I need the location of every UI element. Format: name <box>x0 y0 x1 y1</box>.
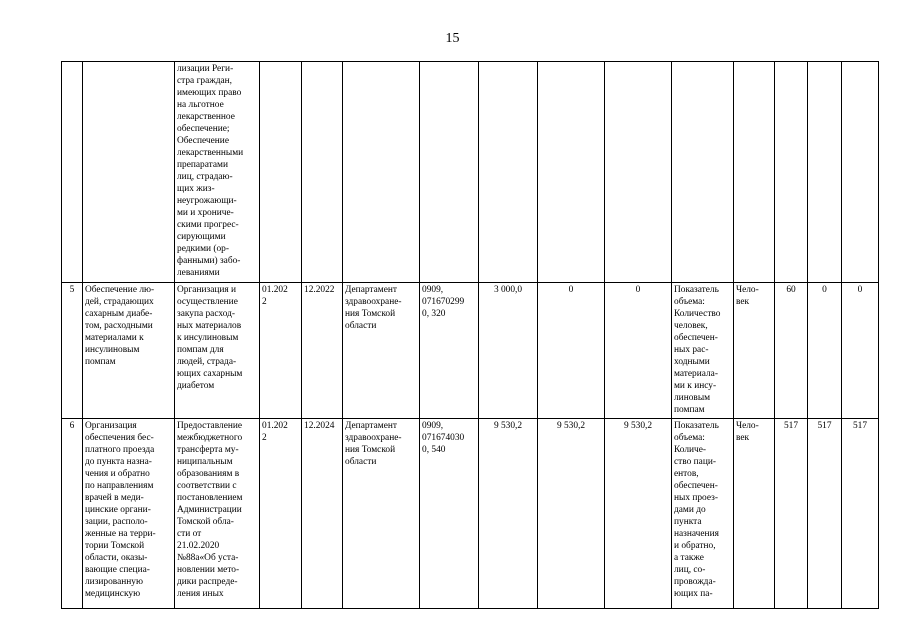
cell-line: и обратно, <box>674 541 716 551</box>
cell-line: образованиям в <box>177 469 240 479</box>
cell-line: Показатель <box>674 285 719 295</box>
cell-executor <box>343 62 420 283</box>
cell-line: 9 530,2 <box>556 421 586 431</box>
cell-line: Чело- <box>736 285 759 295</box>
cell-line: лекарственное <box>177 112 235 122</box>
cell-line: 0909, <box>422 285 444 295</box>
cell-line: женные на терри- <box>85 529 156 539</box>
cell-line: соответствии с <box>177 481 237 491</box>
cell-line: том, расходными <box>85 321 153 331</box>
cell-event-name <box>83 283 175 419</box>
cell-line: диабетом <box>177 381 215 391</box>
cell-line: людей, страда- <box>177 357 237 367</box>
cell-line: Показатель <box>674 421 719 431</box>
cell-line: Департамент <box>345 285 397 295</box>
cell-line: 0 <box>822 285 827 295</box>
cell-budget-code <box>420 419 479 609</box>
cell-line: здравоохране- <box>345 297 402 307</box>
cell-line: имеющих право <box>177 88 242 98</box>
cell-line: ми к инсу- <box>674 381 717 391</box>
cell-num <box>62 419 83 609</box>
cell-line: лекарственными <box>177 148 244 158</box>
cell-line: век <box>736 297 750 307</box>
cell-line: на льготное <box>177 100 224 110</box>
cell-event-name <box>83 419 175 609</box>
cell-line: ления иных <box>177 589 224 599</box>
cell-line: щих жиз- <box>177 184 215 194</box>
cell-line: редкими (ор- <box>177 244 229 254</box>
cell-line: 517 <box>852 421 868 431</box>
cell-line: 0 <box>568 285 574 295</box>
cell-unit <box>734 62 775 283</box>
cell-line: скими прогрес- <box>177 220 239 230</box>
cell-line: 12.2024 <box>304 421 335 431</box>
cell-start-date <box>260 283 302 419</box>
cell-line: 0, 320 <box>422 309 446 319</box>
cell-line: лизированную <box>85 577 143 587</box>
cell-line: врачей в меди- <box>85 493 144 503</box>
cell-line: леваниями <box>177 268 220 278</box>
cell-line: препаратами <box>177 160 228 170</box>
cell-line: медицинскую <box>85 589 141 599</box>
cell-line: 517 <box>817 421 832 431</box>
cell-line: 9 530,2 <box>623 421 653 431</box>
cell-line: Количество <box>674 309 721 319</box>
cell-line: Томской обла- <box>177 517 234 527</box>
cell-indicator <box>672 419 734 609</box>
cell-amount-1 <box>479 419 538 609</box>
cell-line: Предоставление <box>177 421 243 431</box>
cell-num <box>62 62 83 283</box>
cell-line: 071674030 <box>422 433 465 443</box>
cell-line: 517 <box>783 421 799 431</box>
cell-line: помпам <box>85 357 116 367</box>
cell-line: обеспечен- <box>674 333 718 343</box>
cell-line: ниципальным <box>177 457 233 467</box>
cell-line: Обеспечение лю- <box>85 285 155 295</box>
cell-line: тории Томской <box>85 541 145 551</box>
table-row <box>62 283 879 419</box>
cell-line: ных рас- <box>674 345 709 355</box>
cell-line: материала- <box>674 369 718 379</box>
cell-line: обеспечения бес- <box>85 433 154 443</box>
cell-line: век <box>736 433 750 443</box>
cell-line: Количе- <box>674 445 707 455</box>
cell-line: №88а«Об уста- <box>177 553 239 563</box>
cell-line: лиц, со- <box>674 565 706 575</box>
cell-line: Организация <box>85 421 137 431</box>
cell-amount-2 <box>538 283 605 419</box>
cell-line: 01.202 <box>262 421 288 431</box>
cell-line: помпам для <box>177 345 224 355</box>
cell-line: дики распреде- <box>177 577 238 587</box>
cell-line: зации, располо- <box>85 517 148 527</box>
cell-line: инсулиновым <box>85 345 140 355</box>
cell-budget-code <box>420 62 479 283</box>
cell-line: области <box>345 321 377 331</box>
cell-line: вающие специа- <box>85 565 150 575</box>
cell-value-3 <box>842 419 879 609</box>
cell-line: закупа расход- <box>177 309 236 319</box>
cell-line: объема: <box>674 297 705 307</box>
cell-line: ство паци- <box>674 457 716 467</box>
cell-budget-code <box>420 283 479 419</box>
cell-line: неугрожающи- <box>177 196 237 206</box>
cell-value-2 <box>808 62 842 283</box>
cell-line: лизации Реги- <box>177 64 234 74</box>
cell-line: к инсулиновым <box>177 333 239 343</box>
cell-value-3 <box>842 283 879 419</box>
cell-line: помпам <box>674 405 705 415</box>
page-number: 15 <box>445 31 460 46</box>
cell-value-1 <box>775 283 808 419</box>
cell-value-1 <box>775 62 808 283</box>
cell-indicator <box>672 62 734 283</box>
cell-start-date <box>260 62 302 283</box>
cell-line: Администрации <box>177 505 242 515</box>
cell-line: 12.2022 <box>304 285 335 295</box>
cell-line: обеспечение; <box>177 124 230 134</box>
cell-line: ния Томской <box>345 445 396 455</box>
cell-line: объема: <box>674 433 705 443</box>
cell-line: чения и обратно <box>85 469 150 479</box>
cell-line: 0909, <box>422 421 444 431</box>
cell-line: ных материалов <box>177 321 242 331</box>
cell-line: обеспечен- <box>674 481 718 491</box>
cell-num <box>62 283 83 419</box>
cell-line: Чело- <box>736 421 759 431</box>
table-row <box>62 419 879 609</box>
cell-line: 0 <box>635 285 641 295</box>
cell-executor <box>343 419 420 609</box>
cell-start-date <box>260 419 302 609</box>
cell-line: 60 <box>786 285 796 295</box>
cell-end-date <box>302 62 343 283</box>
cell-line: дами до <box>674 505 706 515</box>
table-row <box>62 62 879 283</box>
cell-line: осуществление <box>177 297 238 307</box>
cell-line: ных проез- <box>674 493 718 503</box>
cell-line: до пункта назна- <box>85 457 152 467</box>
cell-line: области <box>345 457 377 467</box>
cell-unit <box>734 283 775 419</box>
cell-line: 0 <box>857 285 863 295</box>
cell-line: 2 <box>262 297 267 307</box>
cell-line: сахарным диабе- <box>85 309 153 319</box>
cell-line: трансферта му- <box>177 445 239 455</box>
cell-line: человек, <box>674 321 708 331</box>
cell-line: области, оказы- <box>85 553 148 563</box>
cell-line: стра граждан, <box>177 76 233 86</box>
cell-value-2 <box>808 419 842 609</box>
cell-line: 2 <box>262 433 267 443</box>
cell-value-3 <box>842 62 879 283</box>
program-table <box>61 61 879 609</box>
cell-amount-3 <box>605 419 672 609</box>
cell-line: Организация и <box>177 285 237 295</box>
cell-line: лиц, страдаю- <box>177 172 233 182</box>
cell-line: платного проезда <box>85 445 155 455</box>
cell-amount-2 <box>538 419 605 609</box>
cell-value-1 <box>775 419 808 609</box>
cell-line: сти от <box>177 529 202 539</box>
cell-line: ми и хрониче- <box>177 208 234 218</box>
cell-measure <box>175 62 260 283</box>
cell-line: ходными <box>674 357 710 367</box>
cell-indicator <box>672 283 734 419</box>
cell-line: 5 <box>69 285 75 295</box>
cell-line: 0, 540 <box>422 445 446 455</box>
cell-line: пункта <box>674 517 702 527</box>
cell-line: ющих па- <box>674 589 713 599</box>
cell-end-date <box>302 419 343 609</box>
cell-measure <box>175 283 260 419</box>
cell-unit <box>734 419 775 609</box>
cell-line: здравоохране- <box>345 433 402 443</box>
cell-end-date <box>302 283 343 419</box>
cell-line: материалами к <box>85 333 144 343</box>
cell-amount-3 <box>605 283 672 419</box>
cell-measure <box>175 419 260 609</box>
cell-line: Обеспечение <box>177 136 229 146</box>
cell-line: дей, страдающих <box>85 297 154 307</box>
cell-line: а также <box>674 553 704 563</box>
cell-line: ющих сахарным <box>177 369 243 379</box>
cell-amount-1 <box>479 62 538 283</box>
cell-line: назначения <box>674 529 719 539</box>
cell-line: цинские органи- <box>85 505 151 515</box>
cell-line: 071670299 <box>422 297 465 307</box>
cell-line: сирующими <box>177 232 226 242</box>
cell-line: 9 530,2 <box>493 421 523 431</box>
cell-value-2 <box>808 283 842 419</box>
cell-line: 6 <box>69 421 75 431</box>
cell-line: провожда- <box>674 577 716 587</box>
cell-event-name <box>83 62 175 283</box>
cell-line: фанными) забо- <box>177 256 241 266</box>
cell-line: Департамент <box>345 421 397 431</box>
cell-line: новлении мето- <box>177 565 240 575</box>
cell-amount-3 <box>605 62 672 283</box>
cell-amount-2 <box>538 62 605 283</box>
cell-line: 01.202 <box>262 285 288 295</box>
cell-line: постановлением <box>177 493 243 503</box>
cell-line: 3 000,0 <box>493 285 523 295</box>
cell-line: ентов, <box>674 469 699 479</box>
cell-line: линовым <box>674 393 711 403</box>
cell-line: по направлениям <box>85 481 154 491</box>
cell-line: 21.02.2020 <box>177 541 220 551</box>
cell-line: межбюджетного <box>177 433 243 443</box>
cell-amount-1 <box>479 283 538 419</box>
cell-line: ния Томской <box>345 309 396 319</box>
cell-executor <box>343 283 420 419</box>
